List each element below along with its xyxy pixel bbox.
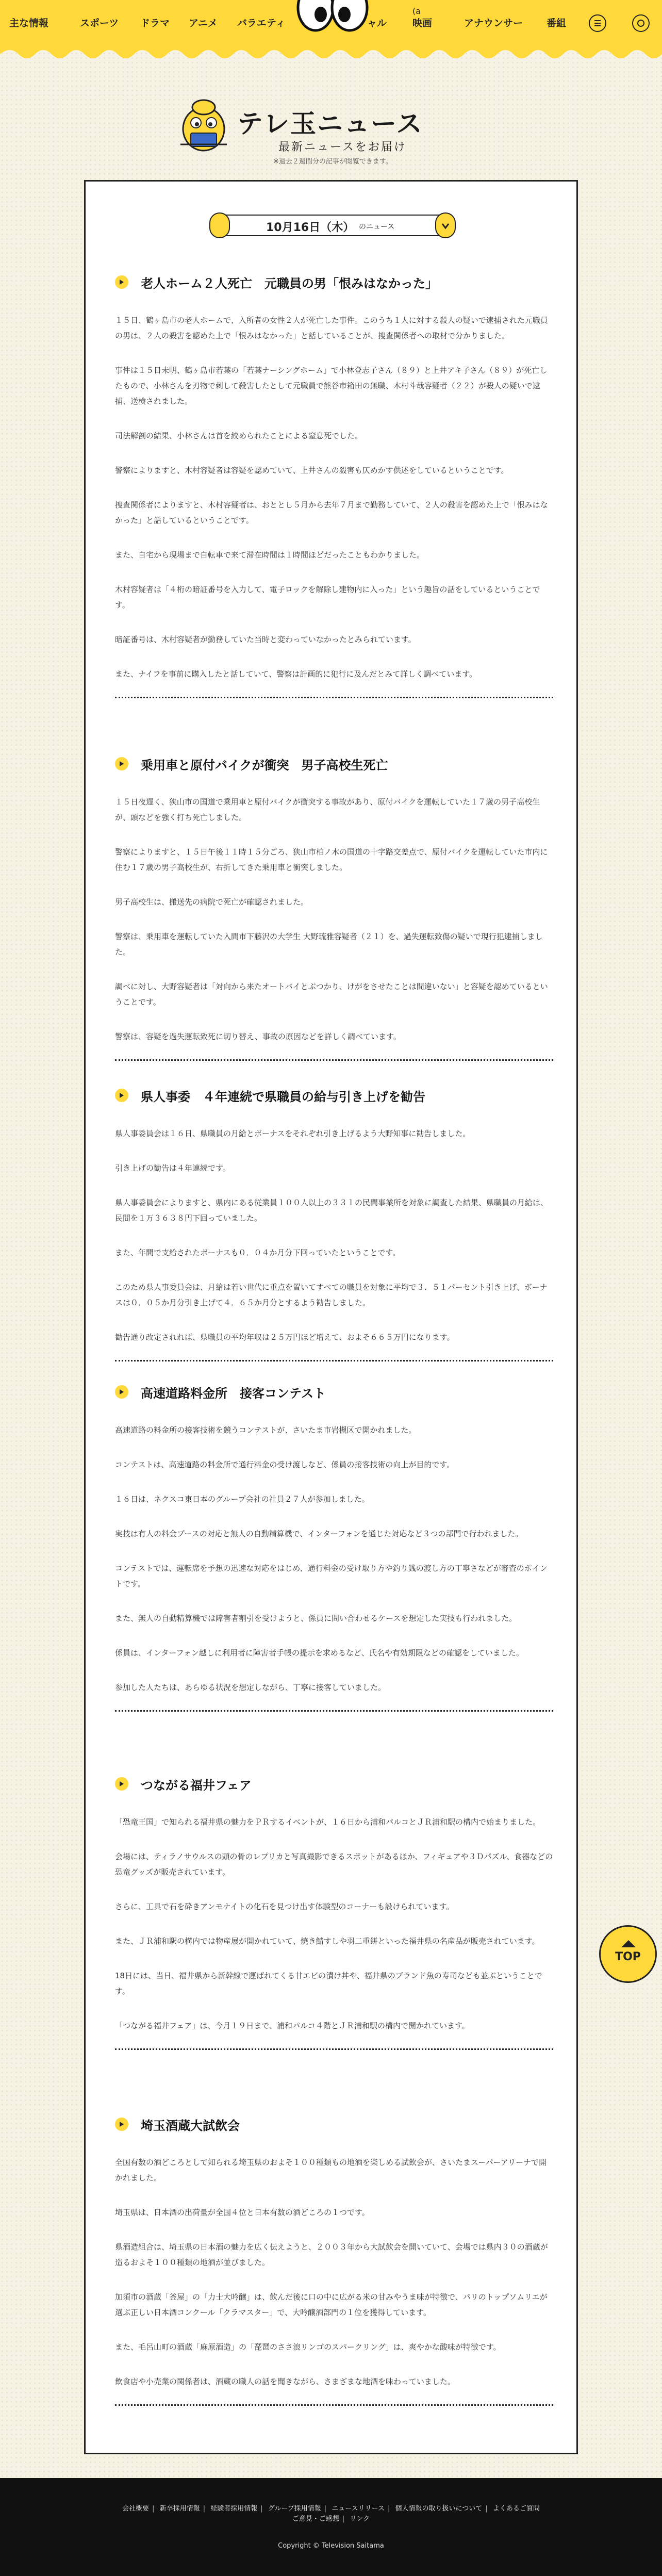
article-paragraph: １５日夜遅く、狭山市の国道で乗用車と原付バイクが衝突する事故があり、原付バイクを運転していた１７歳の男子高校生が、頭などを強く打ち死亡しました。 — [115, 797, 540, 822]
copyright: Copyright © Television Saitama — [278, 2542, 384, 2550]
article-paragraph: また、無人の自動精算機では障害者割引を受けようと、係員に問い合わせるケースを想定した実技も行われました。 — [115, 1614, 517, 1623]
article-body — [115, 794, 553, 1044]
back-to-top-label: TOP — [615, 1950, 641, 1963]
article-paragraph: １６日は、ネクスコ東日本のグループ会社の社員２７人が参加しました。 — [115, 1495, 370, 1504]
article-paragraph: 警察は、乗用車を運転していた入間市下藤沢の大学生 大野琉雅容疑者（２１）を、過失運転致傷の疑いで現行犯逮捕しました。 — [115, 932, 543, 957]
arrow-bullet-icon — [115, 275, 128, 289]
footer-link-links[interactable]: リンク — [350, 2515, 370, 2523]
logo-subtitle: 最新ニュースをお届け — [278, 141, 407, 154]
archive-note: ※過去２週間分の記事が閲覧できます。 — [273, 158, 392, 166]
article-paragraph: また、年間で支給されたボーナスも０．０４か月分下回っていたということです。 — [115, 1248, 401, 1257]
article-paragraph: また、毛呂山町の酒蔵「麻原酒造」の「琵琶のささ浪リンゴのスパークリング」は、爽やかな酸味が特徴です。 — [115, 2342, 501, 2352]
footer-link-company[interactable]: 会社概要 — [122, 2505, 150, 2513]
article-paragraph: コンテストは、高速道路の料金所で通行料金の受け渡しなど、係員の接客技術の向上が目的です。 — [115, 1460, 455, 1469]
header-wave — [0, 44, 662, 64]
article-paragraph: 警察によりますと、木村容疑者は容疑を認めていて、上井さんの殺害も仄めかす供述をしているということです。 — [115, 466, 509, 475]
article-paragraph: 引き上げの勧告は４年連続です。 — [115, 1163, 230, 1173]
footer-separator: | — [388, 2505, 390, 2513]
article-paragraph: このため県人事委員会は、月給は若い世代に重点を置いてすべての職員を対象に平均で３．５１パーセント引き上げ、ボーナスは０．０５か月分引き上げて４．６５か月分とするよう勧告しました。 — [115, 1283, 548, 1307]
nav-item-anime[interactable]: アニメ — [189, 18, 218, 29]
footer-separator: | — [152, 2505, 155, 2513]
nav-item-movie[interactable]: 映画 — [412, 18, 433, 29]
site-header — [0, 0, 662, 75]
arrow-bullet-icon — [115, 757, 128, 770]
article-title: 老人ホーム２人死亡 元職員の男「恨みはなかった」 — [141, 276, 438, 291]
article-divider — [115, 697, 553, 698]
chevron-down-icon — [441, 221, 450, 231]
footer-separator: | — [485, 2505, 488, 2513]
article-divider — [115, 2404, 553, 2406]
news-article — [115, 1087, 553, 1361]
article-paragraph: 県酒造組合は、埼玉県の日本酒の魅力を広く伝えようと、２００３年から大試飲会を開いていて、会場では県内３０の酒蔵が造るおよそ１００種類の地酒が並びました。 — [115, 2242, 548, 2267]
news-article — [115, 2115, 553, 2406]
news-logo — [175, 93, 443, 170]
nav-item-main[interactable]: 主な情報 — [9, 18, 49, 29]
article-paragraph: 飲食店や小売業の関係者は、酒蔵の職人の話を聞きながら、さまざまな地酒を味わっていました。 — [115, 2377, 455, 2386]
article-paragraph: 県人事委員会によりますと、県内にある従業員１００人以上の３３１の民間事業所を対象に調査した結果、県職員の月給は、民間を１万３６３８円下回っていました。 — [115, 1198, 549, 1223]
footer-link-faq[interactable]: よくあるご質問 — [492, 2505, 540, 2513]
article-title: 乗用車と原付バイクが衝突 男子高校生死亡 — [141, 758, 388, 773]
article-paragraph: また、ナイフを事前に購入したと話していて、警察は計画的に犯行に及んだとみて詳しく調べています。 — [115, 669, 477, 679]
footer-separator: | — [260, 2505, 263, 2513]
news-card — [84, 180, 578, 2454]
article-paragraph: 「恐竜王国」で知られる福井県の魅力をＰＲするイベントが、１６日から浦和パルコとＪＲ浦和駅の構内で始まりました。 — [115, 1817, 541, 1827]
article-title-row — [115, 1383, 553, 1402]
article-title-row — [115, 755, 553, 774]
article-paragraph: 実技は有人の料金ブースの対応と無人の自動精算機で、インターフォンを通じた対応など３つの部門で行われました。 — [115, 1529, 523, 1538]
article-title-row — [115, 2115, 553, 2134]
article-paragraph: 警察によりますと、１５日午後１１時１５分ごろ、狭山市柏ノ木の国道の十字路交差点で、原付バイクを運転していた市内に住む１７歳の男子高校生が、右折してきた乗用車と衝突しました。 — [115, 847, 548, 872]
article-paragraph: 高速道路の料金所の接客技術を競うコンテストが、さいたま市岩槻区で開かれました。 — [115, 1425, 417, 1435]
article-divider — [115, 2048, 553, 2050]
article-divider — [115, 1059, 553, 1061]
article-paragraph: 暗証番号は、木村容疑者が勤務していた当時と変わっていなかったとみられています。 — [115, 635, 416, 644]
article-title-row — [115, 1775, 553, 1794]
article-paragraph: １５日、鶴ヶ島市の老人ホームで、入所者の女性２人が死亡した事件。このうち１人に対する殺人の疑いで逮捕された元職員の男は、２人の殺害を認めた上で「恨みはなかった」と話していることが、捜査関係者への取材で分かりました。 — [115, 316, 548, 340]
menu-icon[interactable] — [632, 14, 650, 32]
site-footer — [0, 2478, 662, 2576]
nav-item-programs[interactable]: 番組 — [547, 18, 567, 29]
nav-item-special[interactable]: ャル — [367, 18, 387, 29]
nav-item-drama[interactable]: ドラマ — [140, 18, 170, 29]
arrow-bullet-icon — [115, 1777, 128, 1791]
date-pill-right-cap — [435, 212, 456, 238]
news-article — [115, 1775, 553, 2050]
article-paragraph: 木村容疑者は「４桁の暗証番号を入力して、電子ロックを解除し建物内に入った」という趣旨の話をしているということです。 — [115, 585, 540, 610]
article-title: つながる福井フェア — [141, 1778, 252, 1793]
article-body — [115, 1814, 553, 2033]
footer-separator: | — [324, 2505, 327, 2513]
article-title: 高速道路料金所 接客コンテスト — [141, 1386, 326, 1401]
nav-item-variety[interactable]: バラエティ — [237, 18, 286, 29]
article-paragraph: 県人事委員会は１６日、県職員の月給とボーナスをそれぞれ引き上げるよう大野知事に勧告しました。 — [115, 1129, 471, 1138]
mascot-icon — [175, 93, 232, 155]
arrow-bullet-icon — [115, 2118, 128, 2131]
article-paragraph: さらに、工具で石を砕きアンモナイトの化石を見つけ出す体験型のコーナーも設けられています。 — [115, 1902, 454, 1911]
footer-link-privacy[interactable]: 個人情報の取り扱いについて — [395, 2505, 483, 2513]
article-title-row — [115, 273, 553, 292]
article-paragraph: 会場には、ティラノサウルスの頭の骨のレプリカと写真撮影できるスポットがあるほか、フィギュアや３Ｄパズル、食器などの恐竜グッズが販売されています。 — [115, 1852, 553, 1877]
date-suffix: のニュース — [359, 223, 395, 231]
selected-date: 10月16日（木） — [266, 221, 355, 234]
article-paragraph: 係員は、インターフォン越しに利用者に障害者手帳の提示を求めるなど、氏名や有効期限などの確認をしていました。 — [115, 1648, 524, 1658]
article-paragraph: また、ＪＲ浦和駅の構内では物産展が開かれていて、焼き鯖すしや羽二重餅といった福井県の名産品が販売されています。 — [115, 1937, 540, 1946]
article-title: 県人事委 ４年連続で県職員の給与引き上げを勧告 — [141, 1090, 425, 1104]
article-paragraph: 事件は１５日未明、鶴ヶ島市若葉の「若葉ナーシングホーム」で小林登志子さん（８９）と上井アキ子さん（８９）が死亡したもので、小林さんを刃物で刺して殺害したとして元職員で熊谷市箱田の無職、木村斗哉容疑者（２２）が殺人の疑いで逮捕、送検されました。 — [115, 366, 548, 406]
article-body — [115, 2155, 553, 2389]
article-paragraph: 埼玉県は、日本酒の出荷量が全国４位と日本有数の酒どころの１つです。 — [115, 2208, 370, 2217]
footer-link-midcareer[interactable]: 経験者採用情報 — [210, 2505, 258, 2513]
article-paragraph: 司法解剖の結果、小林さんは首を絞められたことによる窒息死でした。 — [115, 431, 363, 440]
article-title-row — [115, 1087, 553, 1105]
article-paragraph: コンテストでは、運転席を予想の迅速な対応をはじめ、通行料金の受け取り方や釣り銭の渡し方の丁寧さなどが審査のポイントです。 — [115, 1564, 548, 1588]
news-article — [115, 273, 553, 698]
arrow-bullet-icon — [115, 1089, 128, 1102]
nav-item-announcer[interactable]: アナウンサー — [464, 18, 523, 29]
footer-links — [0, 2504, 662, 2524]
nav-item-sports[interactable]: スポーツ — [80, 18, 119, 29]
footer-separator: | — [342, 2515, 345, 2523]
article-paragraph: 参加した人たちは、あらゆる状況を想定しながら、丁寧に接客していました。 — [115, 1683, 386, 1692]
footer-link-newgrad[interactable]: 新卒採用情報 — [159, 2505, 200, 2513]
article-divider — [115, 1360, 553, 1361]
arrow-up-icon — [621, 1940, 636, 1947]
article-paragraph: 「つながる福井フェア」は、今月１９日まで、浦和パルコ４階とＪＲ浦和駅の構内で開かれています。 — [115, 2021, 470, 2030]
footer-link-group[interactable]: グループ採用情報 — [268, 2505, 321, 2513]
article-paragraph: 18日には、当日、福井県から新幹線で運ばれてくる甘エビの漬け丼や、福井県のブランド魚の寿司なども並ぶということです。 — [115, 1971, 542, 1996]
article-paragraph: 勧告通り改定されれば、県職員の平均年収は２５万円ほど増えて、およそ６６５万円になります。 — [115, 1333, 455, 1342]
back-to-top-button[interactable] — [599, 1925, 657, 1983]
article-body — [115, 313, 553, 682]
article-paragraph: 男子高校生は、搬送先の病院で死亡が確認されました。 — [115, 897, 309, 907]
article-paragraph: 全国有数の酒どころとして知られる埼玉県のおよそ１００種類もの地酒を楽しめる試飲会が、さいたまスーパーアリーナで開かれました。 — [115, 2158, 547, 2183]
footer-link-press[interactable]: ニュースリリース — [332, 2505, 385, 2513]
date-pill-left-cap — [209, 212, 230, 238]
article-paragraph: 調べに対し、大野容疑者は「対向から来たオートバイとぶつかり、けがをさせたことは間違いない」と容疑を認めているということです。 — [115, 982, 548, 1007]
news-article — [115, 1383, 553, 1712]
article-title: 埼玉酒蔵大試飲会 — [141, 2119, 240, 2133]
footer-separator: | — [203, 2505, 206, 2513]
article-paragraph: また、自宅から現場まで自転車で来て滞在時間は１時間ほどだったこともわかりました。 — [115, 550, 425, 560]
article-paragraph: 警察は、容疑を過失運転致死に切り替え、事故の原因などを詳しく調べています。 — [115, 1032, 401, 1041]
article-body — [115, 1126, 553, 1345]
news-article — [115, 755, 553, 1061]
article-paragraph: 捜査関係者によりますと、木村容疑者は、おととし５月から去年７月まで勤務していて、２人の殺害を認めた上で「恨みはなかった」と話しているということです。 — [115, 500, 548, 525]
logo-title: テレ玉ニュース — [237, 109, 423, 139]
nav-item-partial[interactable]: (a — [412, 6, 421, 16]
arrow-bullet-icon — [115, 1385, 128, 1399]
mascot-eyes-icon — [294, 0, 371, 34]
footer-link-feedback[interactable]: ご意見・ご感想 — [292, 2515, 339, 2523]
date-selector[interactable] — [209, 212, 456, 238]
article-paragraph: 加須市の酒蔵「釜屋」の「力士大吟醸」は、飲んだ後に口の中に広がる米の甘みやうま味が特徴で、パリのトップソムリエが選ぶ正しい日本酒コンクール「クラマスター」で、大吟醸酒部門の１位を獲得しています。 — [115, 2292, 548, 2317]
article-body — [115, 1422, 553, 1695]
ime-icon[interactable] — [589, 14, 606, 32]
article-divider — [115, 1710, 553, 1712]
